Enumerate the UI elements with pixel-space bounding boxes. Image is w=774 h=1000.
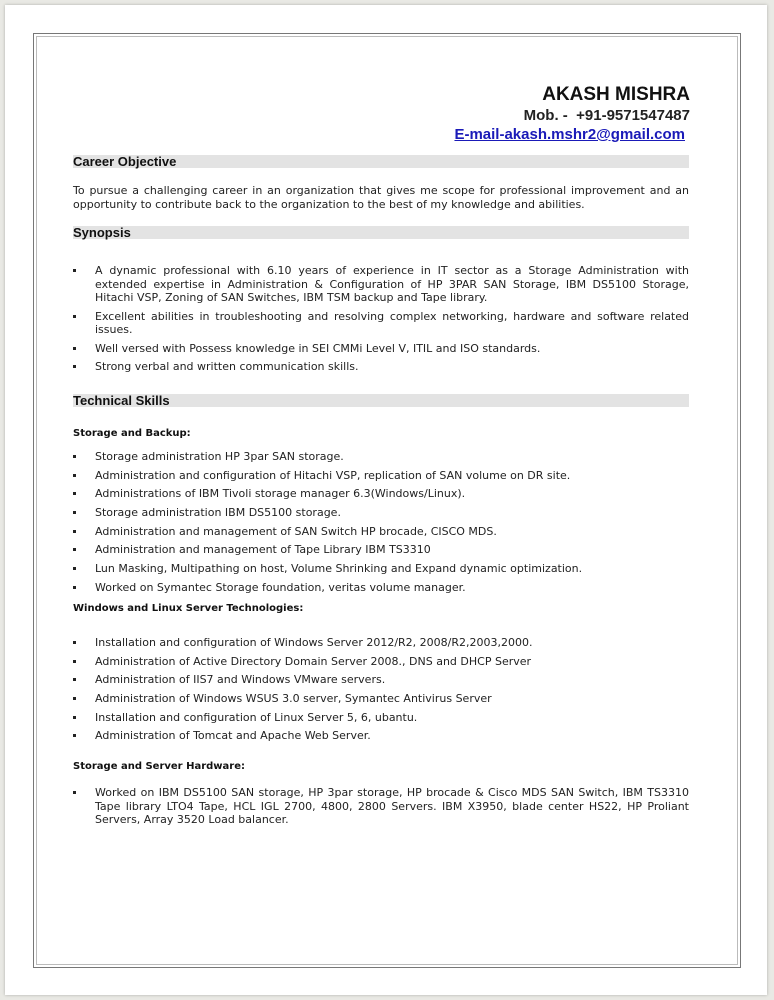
list-item: Installation and configuration of Linux Server 5, 6, ubantu. bbox=[73, 711, 689, 725]
list-item: Administration of Active Directory Domain Server 2008., DNS and DHCP Server bbox=[73, 655, 689, 669]
storage-backup-list bbox=[73, 450, 689, 594]
list-item: Administration and configuration of Hitachi VSP, replication of SAN volume on DR site. bbox=[73, 469, 689, 483]
mobile-number: Mob. - +91-9571547487 bbox=[523, 107, 690, 124]
storage-server-hardware-list bbox=[73, 786, 689, 827]
list-item: Lun Masking, Multipathing on host, Volume Shrinking and Expand dynamic optimization. bbox=[73, 562, 689, 576]
list-item: Installation and configuration of Windows Server 2012/R2, 2008/R2,2003,2000. bbox=[73, 636, 689, 650]
list-item: Worked on Symantec Storage foundation, veritas volume manager. bbox=[73, 581, 689, 595]
subheading-storage-backup: Storage and Backup: bbox=[73, 427, 191, 439]
list-item: Strong verbal and written communication skills. bbox=[73, 360, 689, 374]
windows-linux-list bbox=[73, 636, 689, 743]
list-item: Excellent abilities in troubleshooting and resolving complex networking, hardware and software related issues. bbox=[73, 310, 689, 337]
list-item: Administration and management of SAN Switch HP brocade, CISCO MDS. bbox=[73, 525, 689, 539]
email-link[interactable]: E-mail-akash.mshr2@gmail.com bbox=[454, 126, 685, 143]
section-heading-career-objective: Career Objective bbox=[73, 155, 689, 168]
list-item: Administration of IIS7 and Windows VMware servers. bbox=[73, 673, 689, 687]
resume-body bbox=[73, 155, 689, 827]
list-item: Administration of Tomcat and Apache Web Server. bbox=[73, 729, 689, 743]
list-item: Administration of Windows WSUS 3.0 server, Symantec Antivirus Server bbox=[73, 692, 689, 706]
synopsis-list bbox=[73, 264, 689, 374]
section-heading-synopsis: Synopsis bbox=[73, 226, 689, 239]
candidate-name: AKASH MISHRA bbox=[542, 84, 690, 105]
list-item: Storage administration IBM DS5100 storage. bbox=[73, 506, 689, 520]
subheading-storage-server-hardware: Storage and Server Hardware: bbox=[73, 760, 245, 772]
resume-header bbox=[454, 84, 690, 144]
list-item: Storage administration HP 3par SAN storage. bbox=[73, 450, 689, 464]
list-item: Administrations of IBM Tivoli storage manager 6.3(Windows/Linux). bbox=[73, 487, 689, 501]
subheading-windows-linux: Windows and Linux Server Technologies: bbox=[73, 603, 304, 615]
list-item: Well versed with Possess knowledge in SEI CMMi Level V, ITIL and ISO standards. bbox=[73, 342, 689, 356]
list-item: Administration and management of Tape Library IBM TS3310 bbox=[73, 543, 689, 557]
list-item: Worked on IBM DS5100 SAN storage, HP 3par storage, HP brocade & Cisco MDS SAN Switch, IBM TS3310 Tape library LTO4 Tape, HCL IGL 2700, 4800, 2800 Servers. IBM X3950, blade center HS22, HP Proliant Servers, Array 3520 Load balancer. bbox=[73, 786, 689, 827]
list-item: A dynamic professional with 6.10 years of experience in IT sector as a Storage Administration with extended expertise in Administration & Configuration of HP 3PAR SAN Storage, IBM DS5100 Storage, Hitachi VSP, Zoning of SAN Switches, IBM TSM backup and Tape library. bbox=[73, 264, 689, 305]
section-heading-technical-skills: Technical Skills bbox=[73, 394, 689, 407]
career-objective-text: To pursue a challenging career in an organization that gives me scope for professional improvement and an opportunity to contribute back to the organization to the best of my knowledge and abilities. bbox=[73, 184, 689, 211]
